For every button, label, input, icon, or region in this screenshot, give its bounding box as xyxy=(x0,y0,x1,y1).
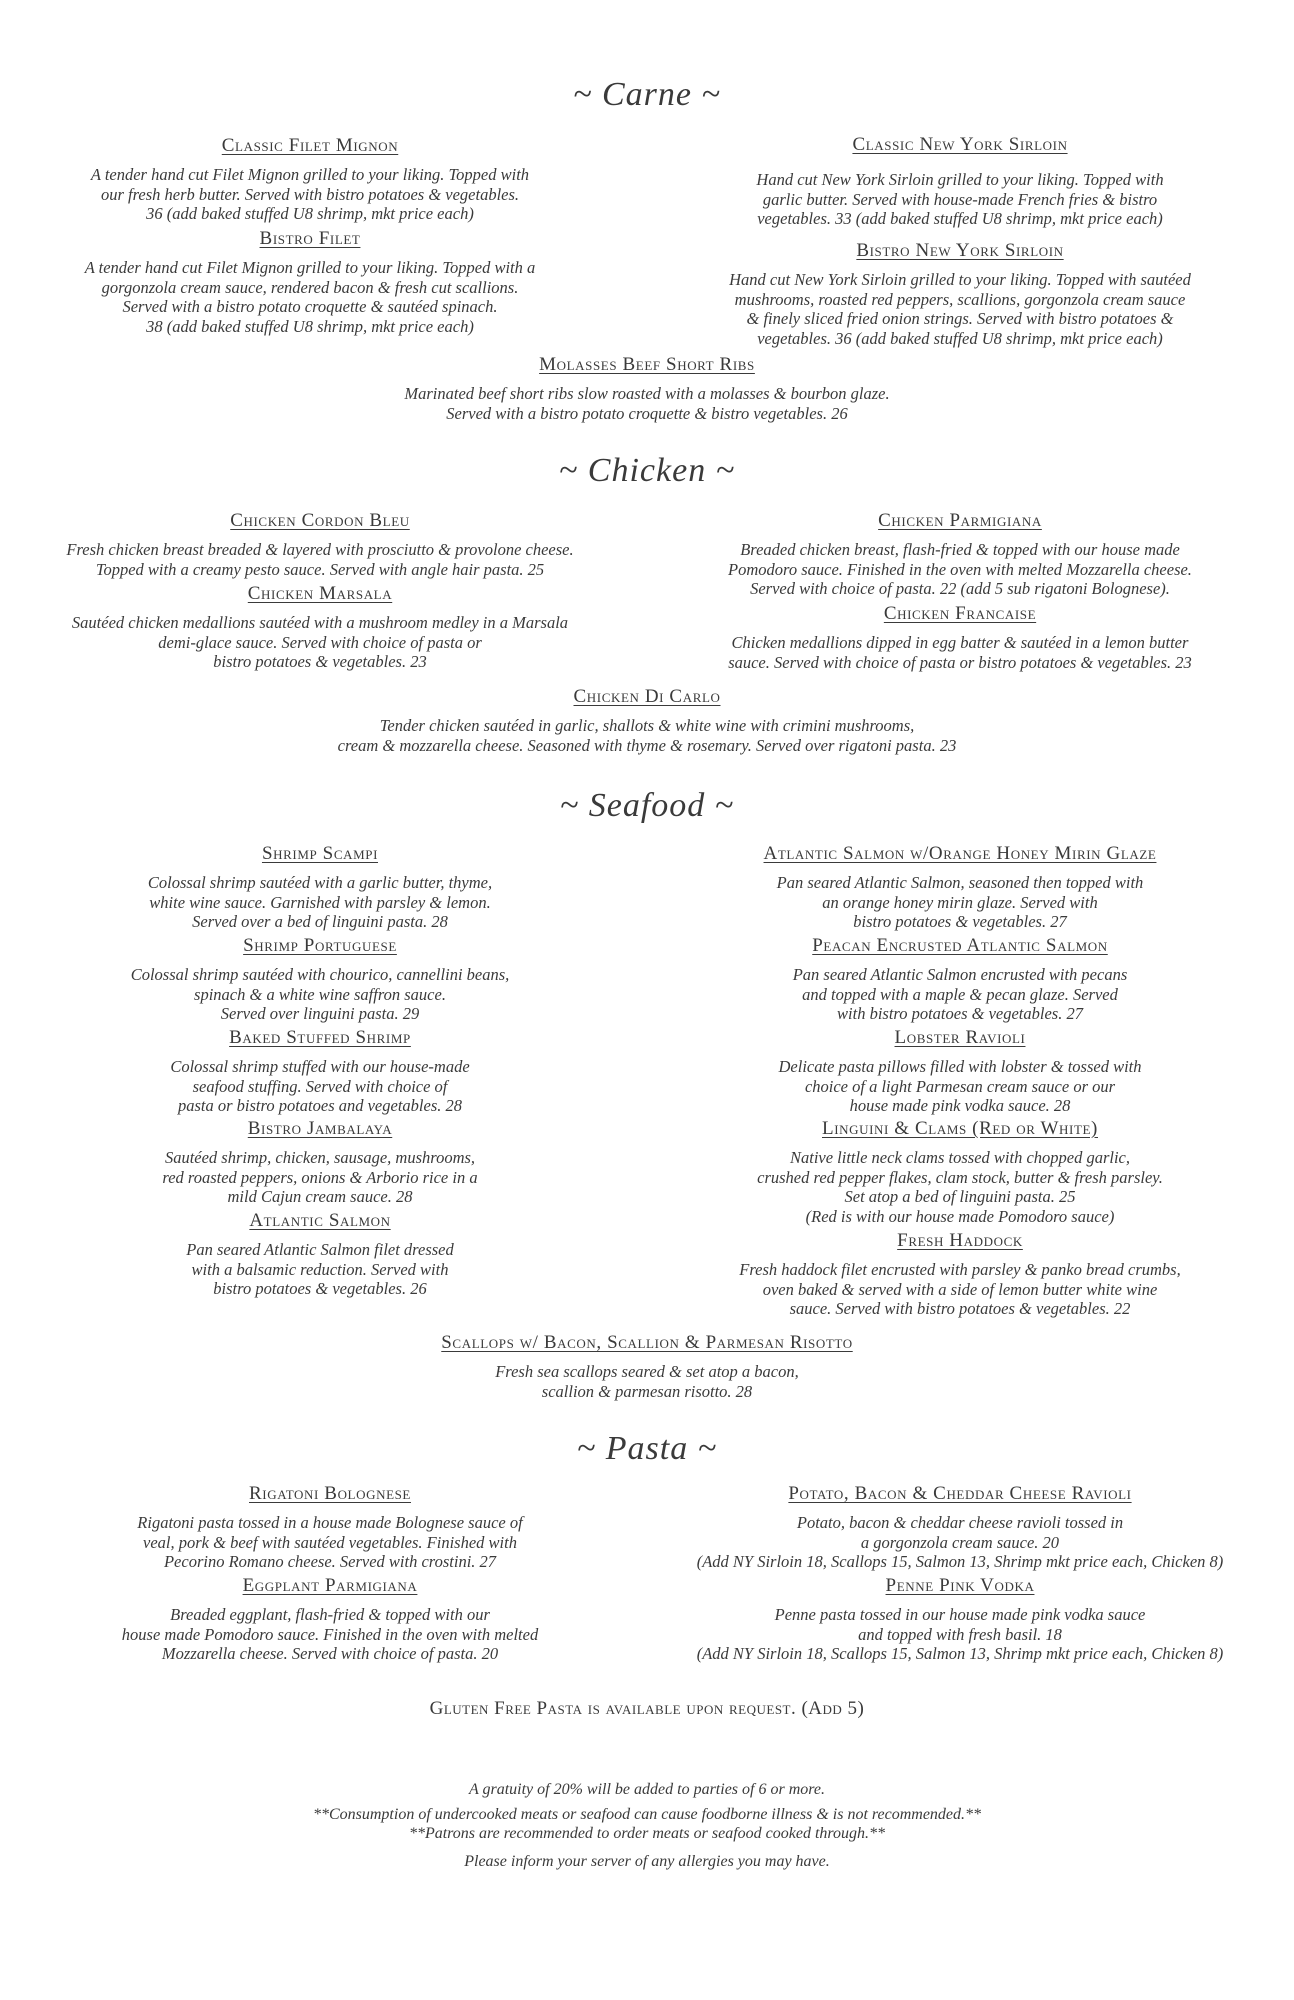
item-name: Scallops w/ Bacon, Scallion & Parmesan Risotto xyxy=(441,1332,853,1353)
menu-item-chicken-di-carlo xyxy=(247,686,1047,755)
menu-item-salmon-orange-honey-mirin xyxy=(690,843,1230,932)
item-name: Classic Filet Mignon xyxy=(221,135,399,156)
item-description: Potato, bacon & cheddar cheese ravioli tossed in a gorgonzola cream sauce. 20 (Add NY Sirloin 18, Scallops 15, Salmon 13, Shrimp mkt price each, Chicken 8) xyxy=(696,1513,1224,1571)
item-description: Fresh chicken breast breaded & layered with prosciutto & provolone cheese. Topped with a creamy pesto sauce. Served with angle hair pasta. 25 xyxy=(66,540,574,579)
item-name: Peacan Encrusted Atlantic Salmon xyxy=(812,935,1108,956)
item-description: Sautéed shrimp, chicken, sausage, mushrooms, red roasted peppers, onions & Arborio rice in a mild Cajun cream sauce. 28 xyxy=(162,1148,478,1206)
menu-item-potato-bacon-cheddar-ravioli xyxy=(660,1483,1260,1572)
item-name: Fresh Haddock xyxy=(897,1230,1023,1251)
item-name: Bistro Filet xyxy=(259,228,361,249)
item-description: Sautéed chicken medallions sautéed with a mushroom medley in a Marsala demi-glace sauce. Served with choice of pasta or bistro potatoes & vegetables. 23 xyxy=(71,613,569,671)
menu-item-chicken-cordon-bleu xyxy=(30,510,610,579)
menu-item-bistro-new-york-sirloin xyxy=(700,240,1220,348)
item-name: Shrimp Scampi xyxy=(261,843,379,864)
section-title-seafood: ~ Seafood ~ xyxy=(559,787,735,824)
menu-item-peacan-encrusted-salmon xyxy=(690,935,1230,1024)
item-description: Delicate pasta pillows filled with lobster & tossed with choice of a light Parmesan cream sauce or our house made pink vodka sauce. 28 xyxy=(778,1057,1142,1115)
item-name: Chicken Francaise xyxy=(883,603,1037,624)
menu-item-bistro-filet xyxy=(50,228,570,336)
item-description: Penne pasta tossed in our house made pink vodka sauce and topped with fresh basil. 18 (Add NY Sirloin 18, Scallops 15, Salmon 13, Shrimp mkt price each, Chicken 8) xyxy=(696,1605,1224,1663)
item-description: Fresh haddock filet encrusted with parsley & panko bread crumbs, oven baked & served with a side of lemon butter white wine sauce. Served with bistro potatoes & vegetables. 22 xyxy=(739,1260,1181,1318)
item-name: Shrimp Portuguese xyxy=(243,935,397,956)
gluten-free-note: Gluten Free Pasta is available upon request. (Add 5) xyxy=(429,1698,865,1719)
item-description: Rigatoni pasta tossed in a house made Bolognese sauce of veal, pork & beef with sautéed vegetables. Finished with Pecorino Romano cheese. Served with crostini. 27 xyxy=(137,1513,523,1571)
menu-item-classic-new-york-sirloin xyxy=(700,134,1220,229)
item-description: Pan seared Atlantic Salmon encrusted with pecans and topped with a maple & pecan glaze. Served with bistro potatoes & vegetables. 27 xyxy=(792,965,1128,1023)
item-name: Atlantic Salmon xyxy=(249,1210,391,1231)
menu-item-classic-filet-mignon xyxy=(50,135,570,224)
item-description: Colossal shrimp sautéed with chourico, cannellini beans, spinach & a white wine saffron sauce. Served over linguini pasta. 29 xyxy=(130,965,510,1023)
item-description: Pan seared Atlantic Salmon, seasoned then topped with an orange honey mirin glaze. Served with bistro potatoes & vegetables. 27 xyxy=(776,873,1144,931)
item-name: Lobster Ravioli xyxy=(894,1027,1026,1048)
item-description: A tender hand cut Filet Mignon grilled to your liking. Topped with a gorgonzola cream sauce, rendered bacon & fresh cut scallions. Served with a bistro potato croquette & sautéed spinach. 38 (add baked stuffed U8 shrimp, mkt price each) xyxy=(84,258,536,336)
item-name: Bistro Jambalaya xyxy=(247,1118,393,1139)
section-title-chicken: ~ Chicken ~ xyxy=(558,452,736,489)
item-description: A tender hand cut Filet Mignon grilled to your liking. Topped with our fresh herb butter. Served with bistro potatoes & vegetables. 36 (add baked stuffed U8 shrimp, mkt price each) xyxy=(90,165,530,223)
menu-item-lobster-ravioli xyxy=(690,1027,1230,1116)
item-name: Penne Pink Vodka xyxy=(885,1575,1035,1596)
menu-item-chicken-parmigiana xyxy=(690,510,1230,599)
menu-item-molasses-beef-short-ribs xyxy=(347,354,947,423)
item-description: Hand cut New York Sirloin grilled to your liking. Topped with sautéed mushrooms, roasted red peppers, scallions, gorgonzola cream sauce & finely sliced fried onion strings. Served with bistro potatoes & vegetables. 36 (add baked stuffed U8 shrimp, mkt price each) xyxy=(729,270,1191,348)
item-name: Chicken Marsala xyxy=(247,583,393,604)
item-description: Tender chicken sautéed in garlic, shallots & white wine with crimini mushrooms, cream & mozzarella cheese. Seasoned with thyme & rosemary. Served over rigatoni pasta. 23 xyxy=(337,716,957,755)
gratuity-note: A gratuity of 20% will be added to parties of 6 or more. xyxy=(469,1781,825,1798)
menu-item-chicken-francaise xyxy=(690,603,1230,672)
item-name: Eggplant Parmigiana xyxy=(242,1575,418,1596)
item-name: Potato, Bacon & Cheddar Cheese Ravioli xyxy=(788,1483,1132,1504)
menu-item-chicken-marsala xyxy=(30,583,610,672)
menu-item-atlantic-salmon xyxy=(70,1210,570,1299)
section-title-pasta: ~ Pasta ~ xyxy=(576,1430,718,1467)
item-description: Breaded chicken breast, flash-fried & topped with our house made Pomodoro sauce. Finished in the oven with melted Mozzarella cheese. Served with choice of pasta. 22 (add 5 sub rigatoni Bolognese). xyxy=(728,540,1192,598)
menu-item-penne-pink-vodka xyxy=(660,1575,1260,1664)
section-title-carne: ~ Carne ~ xyxy=(573,76,721,113)
menu-item-eggplant-parmigiana xyxy=(70,1575,590,1664)
item-description: Colossal shrimp stuffed with our house-made seafood stuffing. Served with choice of pasta or bistro potatoes and vegetables. 28 xyxy=(170,1057,470,1115)
item-name: Chicken Cordon Bleu xyxy=(230,510,410,531)
item-description: Marinated beef short ribs slow roasted with a molasses & bourbon glaze. Served with a bistro potato croquette & bistro vegetables. 26 xyxy=(404,384,890,423)
menu-item-scallops-risotto xyxy=(347,1332,947,1401)
menu-item-shrimp-portuguese xyxy=(70,935,570,1024)
item-name: Chicken Parmigiana xyxy=(878,510,1042,531)
item-name: Chicken Di Carlo xyxy=(573,686,721,707)
item-name: Bistro New York Sirloin xyxy=(856,240,1064,261)
item-description: Fresh sea scallops seared & set atop a bacon, scallion & parmesan risotto. 28 xyxy=(495,1362,799,1401)
menu-item-rigatoni-bolognese xyxy=(70,1483,590,1572)
item-name: Atlantic Salmon w/Orange Honey Mirin Glaze xyxy=(763,843,1157,864)
item-name: Baked Stuffed Shrimp xyxy=(229,1027,411,1048)
item-name: Rigatoni Bolognese xyxy=(249,1483,411,1504)
menu-item-bistro-jambalaya xyxy=(70,1118,570,1207)
item-description: Pan seared Atlantic Salmon filet dressed with a balsamic reduction. Served with bistro potatoes & vegetables. 26 xyxy=(186,1240,454,1298)
allergies-note: Please inform your server of any allergies you may have. xyxy=(464,1853,830,1870)
item-description: Native little neck clams tossed with chopped garlic, crushed red pepper flakes, clam stock, butter & fresh parsley. Set atop a bed of linguini pasta. 25 (Red is with our house made Pomodoro sauce) xyxy=(757,1148,1163,1226)
item-name: Molasses Beef Short Ribs xyxy=(539,354,755,375)
menu-item-baked-stuffed-shrimp xyxy=(70,1027,570,1116)
consumption-warning: **Consumption of undercooked meats or seafood can cause foodborne illness & is not recommended.** xyxy=(312,1806,982,1823)
menu-item-fresh-haddock xyxy=(690,1230,1230,1319)
item-name: Linguini & Clams (Red or White) xyxy=(822,1118,1098,1139)
item-description: Colossal shrimp sautéed with a garlic butter, thyme, white wine sauce. Garnished with parsley & lemon. Served over a bed of linguini pasta. 28 xyxy=(147,873,493,931)
item-description: Breaded eggplant, flash-fried & topped with our house made Pomodoro sauce. Finished in the oven with melted Mozzarella cheese. Served with choice of pasta. 20 xyxy=(121,1605,539,1663)
item-description: Hand cut New York Sirloin grilled to your liking. Topped with garlic butter. Served with house-made French fries & bistro vegetables. 33 (add baked stuffed U8 shrimp, mkt price each) xyxy=(756,170,1164,228)
patrons-note: **Patrons are recommended to order meats or seafood cooked through.** xyxy=(408,1825,886,1842)
item-description: Chicken medallions dipped in egg batter & sautéed in a lemon butter sauce. Served with choice of pasta or bistro potatoes & vegetables. 23 xyxy=(728,633,1192,672)
menu-item-shrimp-scampi xyxy=(70,843,570,932)
item-name: Classic New York Sirloin xyxy=(852,134,1068,155)
menu-item-linguini-clams xyxy=(690,1118,1230,1226)
